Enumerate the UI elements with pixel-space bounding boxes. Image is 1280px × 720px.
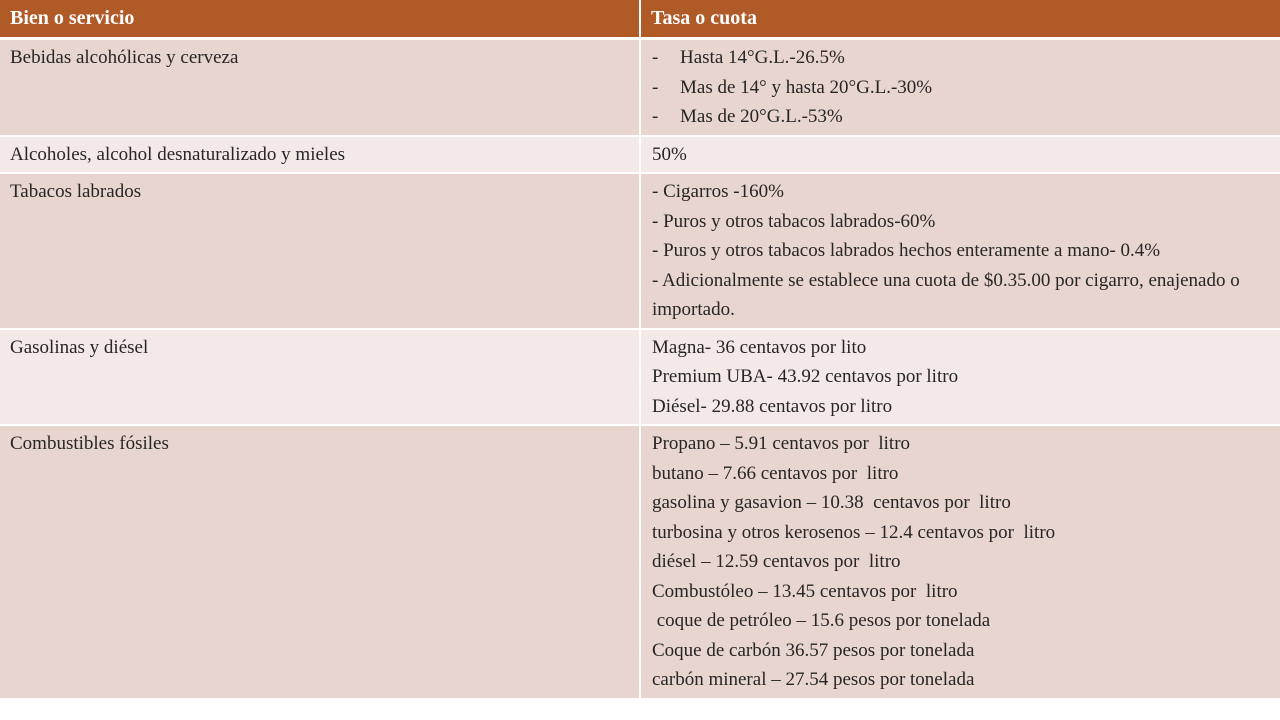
rate-line: coque de petróleo – 15.6 pesos por tonelada [652,610,991,631]
rate-cell [640,39,1280,136]
rate-line: butano – 7.66 centavos por litro [652,462,899,484]
item-cell: Bebidas alcohólicas y cerveza [0,39,640,136]
dash-bullet: - [652,76,659,98]
rate-line: - Puros y otros tabacos labrados hechos enteramente a mano- 0.4% [652,240,1161,261]
rate-line: Diésel- 29.88 centavos por litro [652,395,893,417]
item-cell: Combustibles fósiles [0,425,640,699]
table-header-row [0,0,1280,39]
rate-line: - Cigarros -160% [652,181,784,202]
item-cell: Alcoholes, alcohol desnaturalizado y mieles [0,136,640,174]
dash-bullet: - [652,47,659,68]
rate-line: Magna- 36 centavos por lito [652,336,867,358]
rate-list-item: - Mas de 20°G.L.-53% [652,102,1270,132]
rate-line: turbosina y otros kerosenos – 12.4 centavos por litro [652,521,1056,543]
rate-list-item: - Mas de 14° y hasta 20°G.L.-30% [652,73,1270,103]
rate-list [652,43,1270,132]
rate-list-item: - Hasta 14°G.L.-26.5% [652,43,1270,73]
rate-cell [640,136,1280,174]
item-cell: Tabacos labrados [0,173,640,329]
rate-line: Propano – 5.91 centavos por litro [652,433,911,454]
rate-line: - Adicionalmente se establece una cuota de $0.35.00 por cigarro, enajenado o importado. [652,269,1245,320]
table-row [0,39,1280,136]
table-row [0,329,1280,426]
rate-line: Premium UBA- 43.92 centavos por litro [652,366,959,387]
rate-line: carbón mineral – 27.54 pesos por tonelada [652,669,975,690]
rate-line: Coque de carbón 36.57 pesos por tonelada [652,639,975,661]
item-cell: Gasolinas y diésel [0,329,640,426]
rate-line: gasolina y gasavion – 10.38 centavos por litro [652,492,1011,513]
rate-line: Combustóleo – 13.45 centavos por litro [652,580,958,602]
rate-line: 50% [652,143,687,165]
table-row [0,425,1280,699]
header-bien-o-servicio: Bien o servicio [0,0,640,39]
table-row [0,173,1280,329]
rate-line: - Puros y otros tabacos labrados-60% [652,210,936,232]
rate-cell [640,329,1280,426]
dash-bullet: - [652,106,659,127]
rate-line: diésel – 12.59 centavos por litro [652,551,901,572]
header-tasa-o-cuota: Tasa o cuota [640,0,1280,39]
rate-cell [640,425,1280,699]
rate-cell [640,173,1280,329]
table-row [0,136,1280,174]
